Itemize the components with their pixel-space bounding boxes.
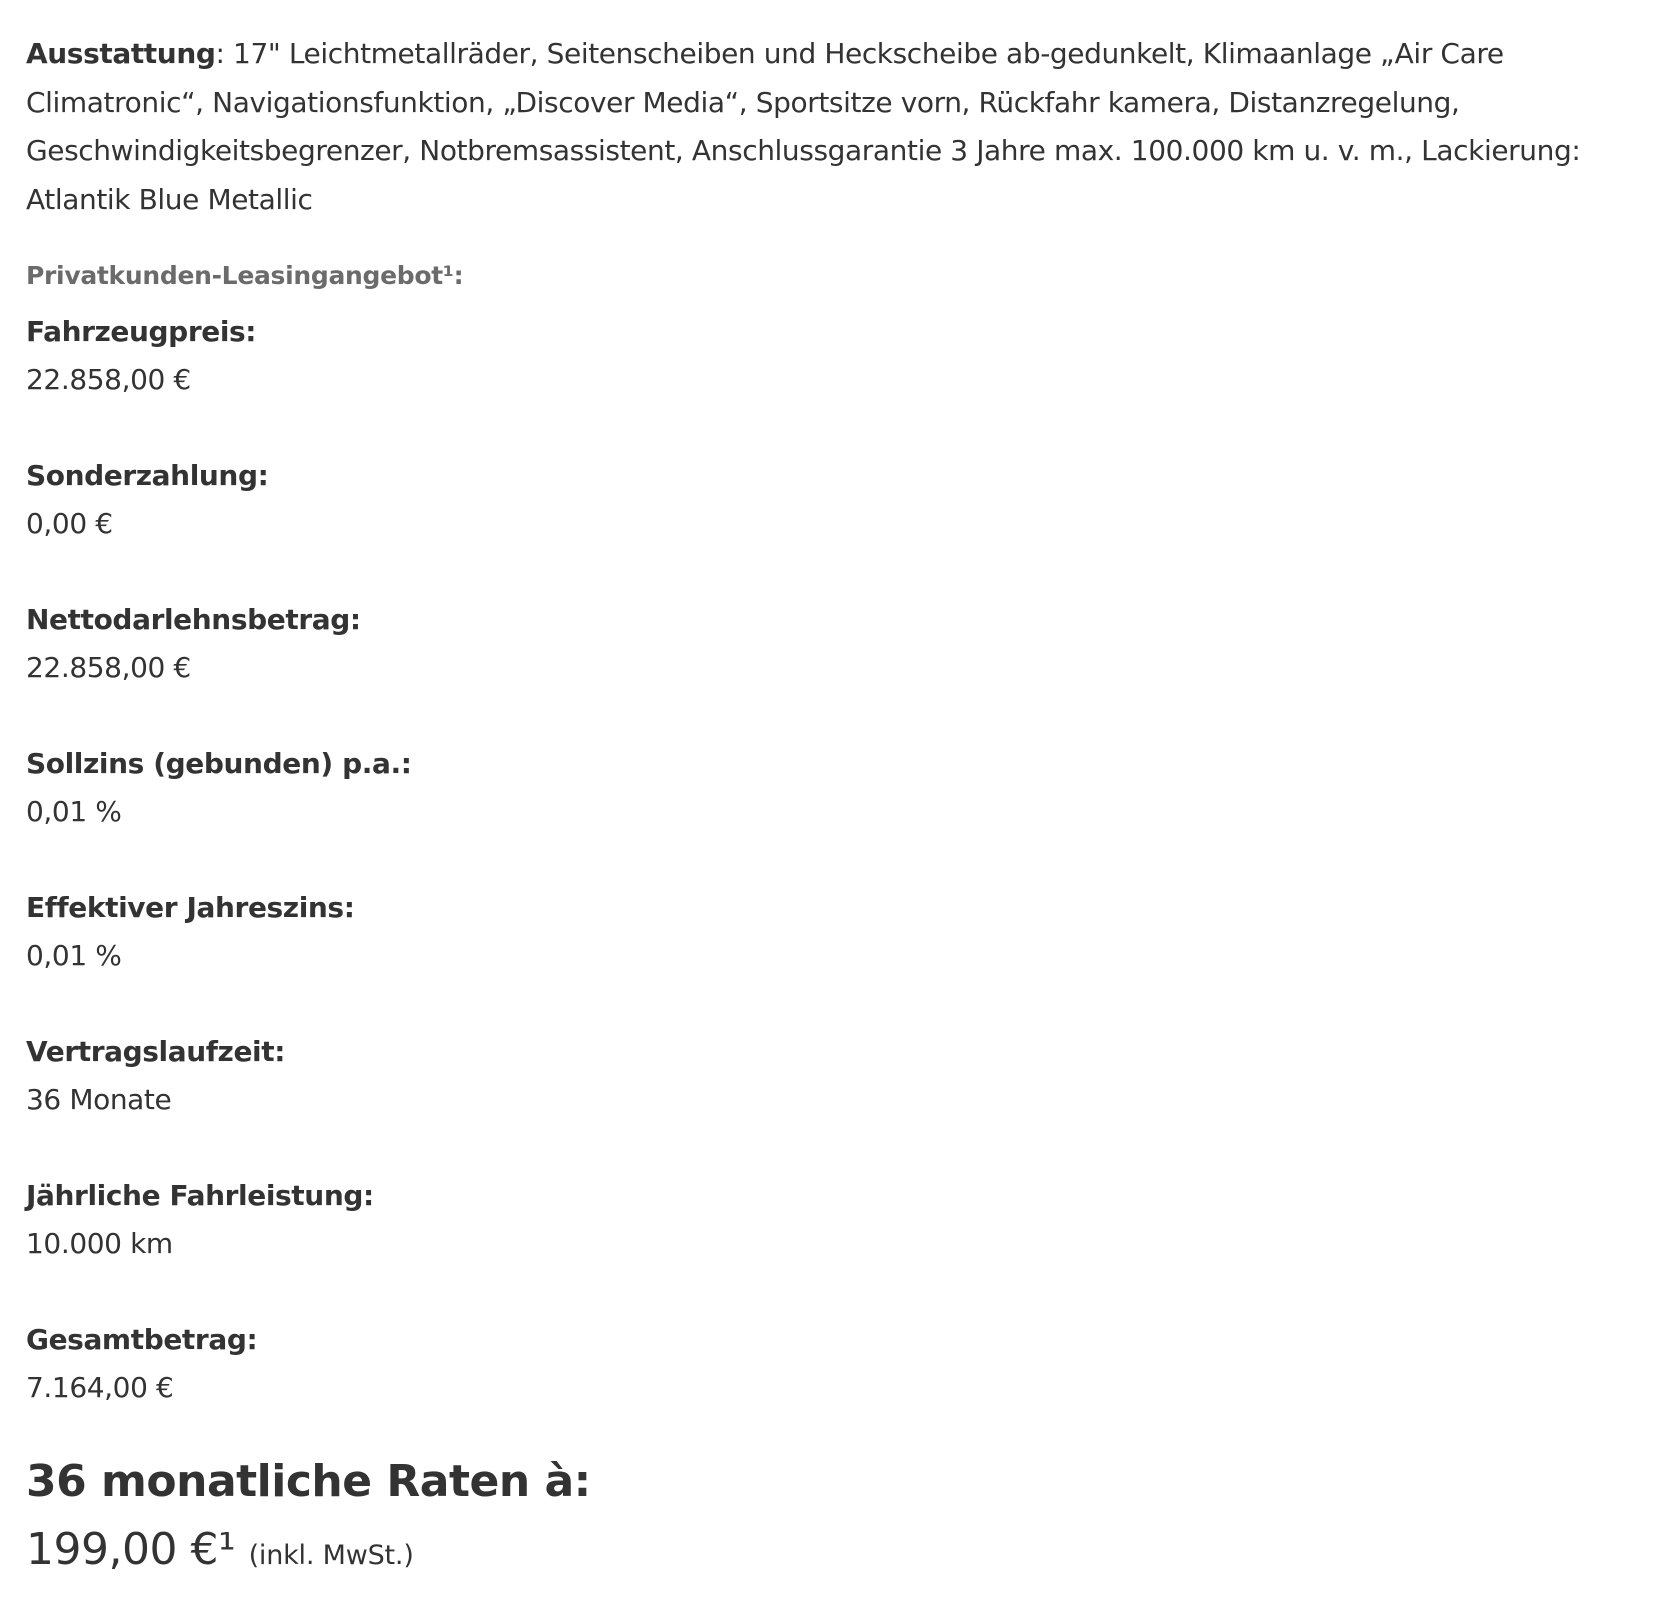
spec-value: 0,01 % xyxy=(26,939,122,972)
spec-list xyxy=(26,308,1640,1412)
spec-label: Sonderzahlung: xyxy=(26,459,269,492)
monthly-rate xyxy=(26,1522,1640,1584)
monthly-rate-note: (inkl. MwSt.) xyxy=(248,1540,414,1571)
spec-value: 0,01 % xyxy=(26,795,122,828)
spec-total-amount xyxy=(26,1316,1640,1412)
spec-value: 0,00 € xyxy=(26,507,113,540)
spec-annual-mileage xyxy=(26,1172,1640,1268)
spec-borrowing-rate xyxy=(26,740,1640,836)
spec-label: Fahrzeugpreis: xyxy=(26,315,257,348)
spec-label: Effektiver Jahreszins: xyxy=(26,891,355,924)
offer-heading: Privatkunden-Leasingangebot¹: xyxy=(26,261,464,290)
spec-down-payment xyxy=(26,452,1640,548)
spec-label: Gesamtbetrag: xyxy=(26,1323,258,1356)
monthly-rate-amount: 199,00 €¹ xyxy=(26,1524,236,1575)
spec-value: 36 Monate xyxy=(26,1083,172,1116)
spec-contract-term xyxy=(26,1028,1640,1124)
spec-value: 22.858,00 € xyxy=(26,363,191,396)
spec-value: 7.164,00 € xyxy=(26,1371,174,1404)
equipment-description xyxy=(26,30,1646,224)
spec-net-loan xyxy=(26,596,1640,692)
spec-label: Jährliche Fahrleistung: xyxy=(26,1179,374,1212)
spec-label: Nettodarlehnsbetrag: xyxy=(26,603,361,636)
spec-value: 22.858,00 € xyxy=(26,651,191,684)
spec-vehicle-price xyxy=(26,308,1640,404)
spec-label: Sollzins (gebunden) p.a.: xyxy=(26,747,412,780)
spec-value: 10.000 km xyxy=(26,1227,173,1260)
spec-label: Vertragslaufzeit: xyxy=(26,1035,286,1068)
equipment-label: Ausstattung xyxy=(26,37,216,70)
monthly-rate-title: 36 monatliche Raten à: xyxy=(26,1456,591,1507)
spec-effective-rate xyxy=(26,884,1640,980)
equipment-text: : 17" Leichtmetallräder, Seitenscheiben und Heckscheibe ab-gedunkelt, Klimaanlage „Air Care Climatronic“, Navigationsfunktion, „Discover Media“, Sportsitze vorn, Rückfahr kamera, Distanzregelung, Geschwindigkeitsbegrenzer, Notbremsassistent, Anschlussgarantie 3 Jahre max. 100.000 km u. v. m., Lackierung: Atlantik Blue Metallic xyxy=(26,37,1581,216)
